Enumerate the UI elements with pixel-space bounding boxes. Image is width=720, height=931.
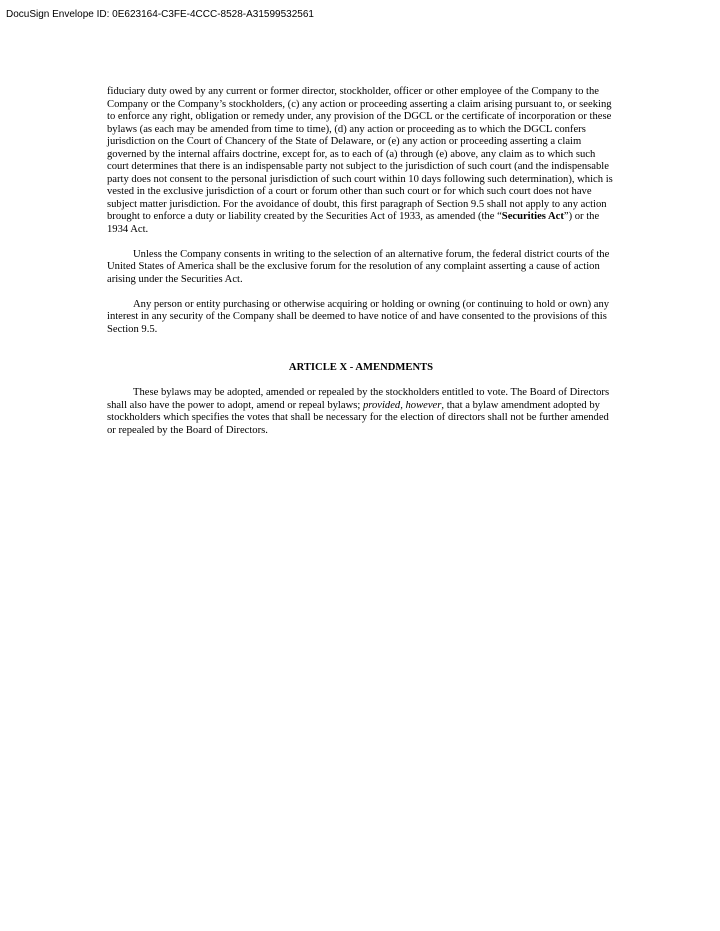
paragraph-forum-selection [107,86,615,236]
paragraph-federal-forum: Unless the Company consents in writing to the selection of an alternative forum, the federal district courts of the United States of America shall be the exclusive forum for the resolution of any complaint asserting a cause of action arising under the Securities Act. [107,248,610,285]
paragraph-amendments [107,387,615,437]
defined-term-securities-act: Securities Act [501,211,564,222]
article-heading: ARTICLE X - AMENDMENTS [288,362,434,373]
paragraph-1-text-before: fiduciary duty owed by any current or former director, stockholder, officer or other employee of the Company to the Company or the Company’s stockholders, (c) any action or proceeding asserting a claim arising pursuant to, or seeking to enforce any right, obligation or remedy under, any provision of the DGCL or the certificate of incorporation or these bylaws (as each may be amended from time to time), (d) any action or proceeding as to which the DGCL confers jurisdiction on the Court of Chancery of the State of Delaware, or (e) any action or proceeding asserting a claim governed by the internal affairs doctrine, except for, as to each of (a) through (e) above, any claim as to which such court determines that there is an indispensable party not subject to the jurisdiction of such court (and the indispensable party does not consent to the personal jurisdiction of such court within 10 days following such determination), which is vested in the exclusive jurisdiction of a court or forum other than such court or for which such court does not have subject matter jurisdiction. For the avoidance of doubt, this first paragraph of Section 9.5 shall not apply to any action brought to enforce a duty or liability created by the Securities Act of 1933, as amended (the “ [107,86,613,222]
emphasis-provided-however: provided, however [362,399,442,411]
document-body [107,86,615,450]
paragraph-4-text-after: , that a bylaw amendment adopted by stockholders which specifies the votes that shall be necessary for the election of directors shall not be further amended or repealed by the Board of Directors. [107,399,609,436]
paragraph-1-text-after: ”) or the 1934 Act. [107,211,600,235]
paragraph-4-text-before: These bylaws may be adopted, amended or repealed by the stockholders entitled to vote. The Board of Directors shall also have the power to adopt, amend or repeal bylaws; [107,387,610,411]
envelope-id-header: DocuSign Envelope ID: 0E623164-C3FE-4CCC-8528-A31599532561 [6,9,314,20]
paragraph-deemed-notice: Any person or entity purchasing or otherwise acquiring or holding or owning (or continuing to hold or own) any interest in any security of the Company shall be deemed to have notice of and have consented to the provisions of this Section 9.5. [107,298,610,335]
